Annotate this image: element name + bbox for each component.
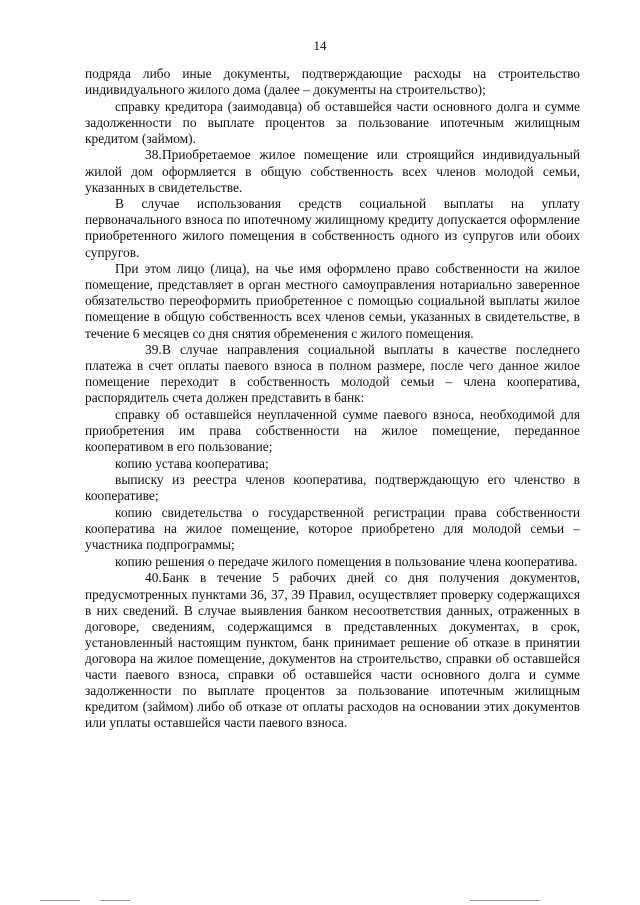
paragraph-text: При этом лицо (лица), на чье имя оформлено право собственности на жилое помещение, представляет в орган местного самоуправления нотариально заверенное обязательство переоформить приобретенное с помощью социальной выплаты жилое помещение в общую собственность всех членов семьи, указанных в свидетельстве, в течение 6 месяцев со дня снятия обременения с жилого помещения. [85,261,580,341]
paragraph [85,66,580,98]
paragraph [85,472,580,504]
paragraph [85,261,580,341]
paragraph-text: копию решения о передаче жилого помещения в пользование члена кооператива. [115,553,578,569]
paragraph-text: В случае использования средств социальной выплаты на уплату первоначального взноса по ипотечному жилищному кредиту допускается оформление приобретенного жилого помещения в собственность одного из супругов или обоих супругов. [85,196,580,260]
scan-mark [470,900,540,901]
scan-mark [40,900,80,901]
paragraph [85,554,580,570]
paragraph-text: Банк в течение 5 рабочих дней со дня получения документов, предусмотренных пунктами 36, 37, 39 Правил, осуществляет проверку содержащихся в них сведений. В случае выявления банком несоответствия данных, отраженных в договоре, сведениям, содержащимся в представленных документах, в срок, установленный настоящим пунктом, банк принимает решение об отказе в принятии договора на жилое помещение, документов на строительство, справки об оставшейся части паевого взноса, справки об оставшейся части основного долга и сумме задолженности по выплате процентов за пользование ипотечным жилищным кредитом (займом) либо об отказе от оплаты расходов на основании этих документов или уплаты оставшейся части паевого взноса. [85,570,580,731]
paragraph-text: В случае направления социальной выплаты в качестве последнего платежа в счет оплаты паевого взноса в полном размере, после чего данное жилое помещение переходит в собственность молодой семьи – члена кооператива, распорядитель счета должен представить в банк: [85,342,580,406]
document-body [85,66,580,732]
numbered-paragraph [85,570,580,731]
numbered-paragraph [85,147,580,195]
paragraph [85,505,580,553]
paragraph-number: 40. [145,570,162,586]
paragraph-text: справку кредитора (заимодавца) об оставшейся части основного долга и сумме задолженности по выплате процентов за пользование ипотечным жилищным кредитом (займом). [85,98,580,146]
paragraph-text: выписку из реестра членов кооператива, подтверждающую его членство в кооперативе; [85,472,580,504]
paragraph-number: 39. [145,342,162,358]
paragraph-text: копию свидетельства о государственной регистрации права собственности кооператива на жилое помещение, которое приобретено для молодой семьи – участника подпрограммы; [85,505,580,553]
scan-edge-marks [0,895,640,901]
paragraph [85,456,580,472]
paragraph-text: копию устава кооператива; [115,455,269,471]
paragraph-number: 38. [145,147,162,163]
page-number: 14 [313,38,327,53]
paragraph [85,196,580,260]
numbered-paragraph [85,342,580,406]
paragraph [85,99,580,147]
scan-mark [100,900,130,901]
paragraph-text: подряда либо иные документы, подтверждающие расходы на строительство индивидуального жилого дома (далее – документы на строительство); [85,66,580,98]
paragraph-text: Приобретаемое жилое помещение или строящийся индивидуальный жилой дом оформляется в общую собственность всех членов молодой семьи, указанных в свидетельстве. [85,147,580,195]
paragraph [85,407,580,455]
paragraph-text: справку об оставшейся неуплаченной сумме паевого взноса, необходимой для приобретения им права собственности на жилое помещение, переданное кооперативом в его пользование; [85,406,580,455]
